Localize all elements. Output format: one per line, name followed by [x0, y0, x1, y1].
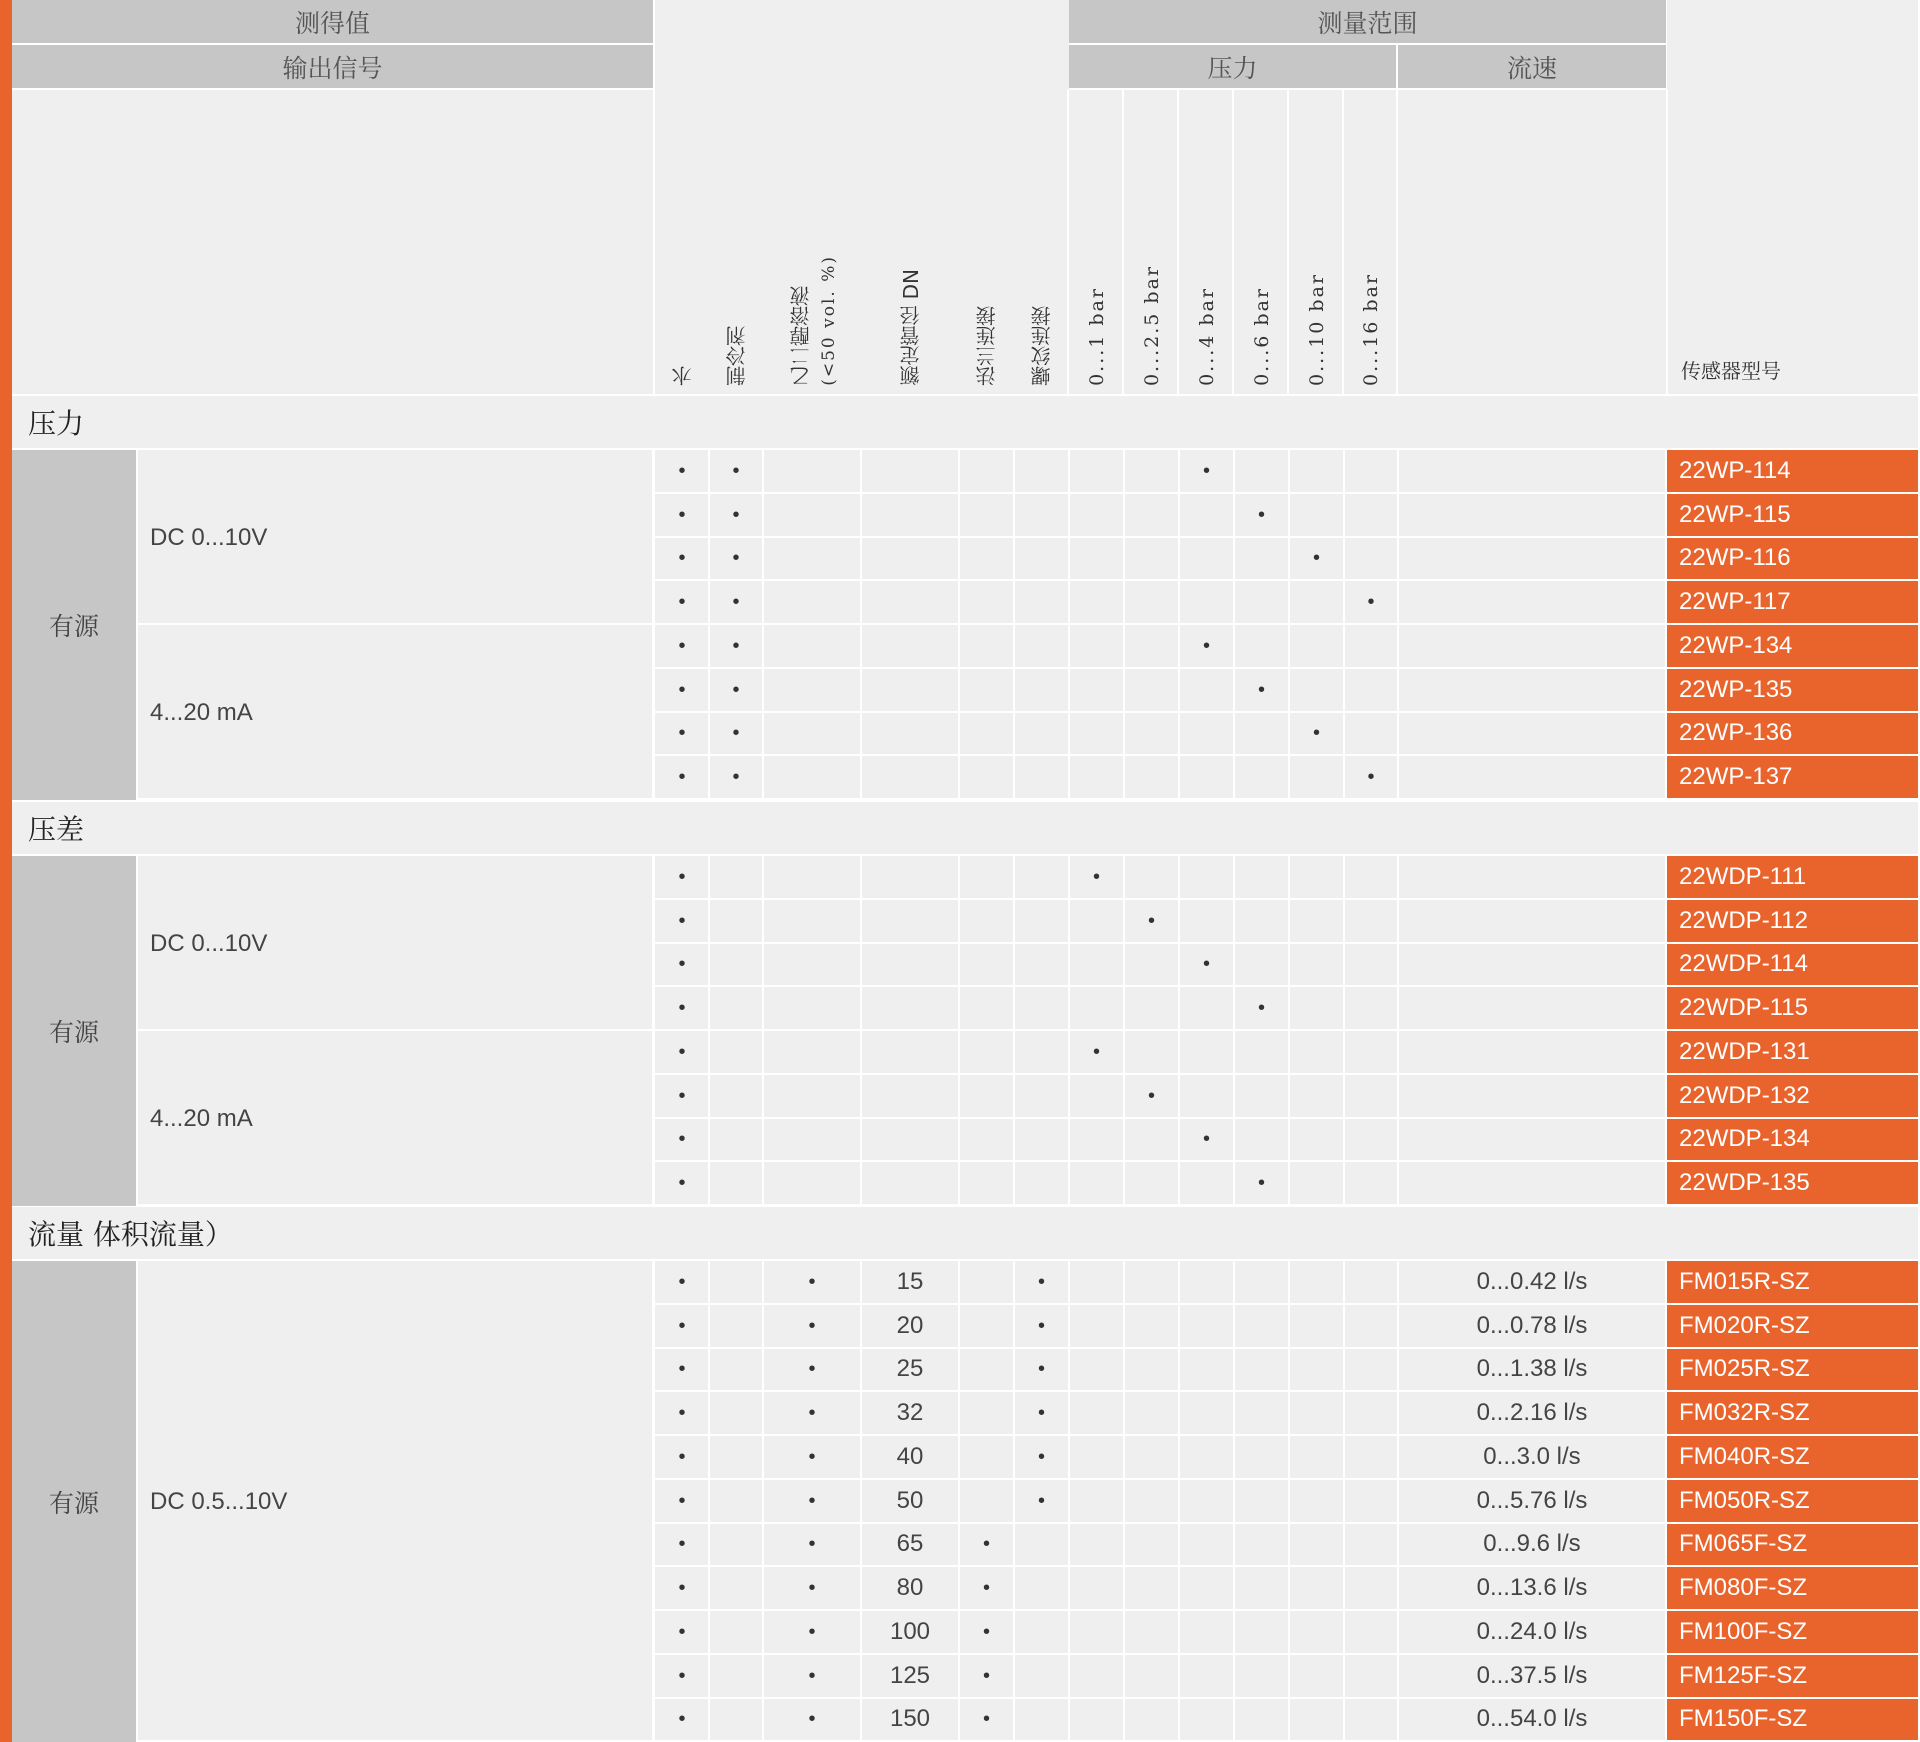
dot-mark: • — [1202, 634, 1210, 657]
grid-line — [1233, 1261, 1235, 1742]
grid-line — [860, 450, 862, 800]
column-header-sublabel: (<50 vol. %) — [818, 255, 839, 386]
flow-range-cell: 0...13.6 l/s — [1476, 1574, 1588, 1602]
dot-mark: • — [678, 1664, 686, 1687]
table-row — [655, 756, 1667, 798]
flow-range-cell: 0...54.0 l/s — [1476, 1705, 1588, 1733]
column-header-label: 法兰连接 — [975, 306, 999, 386]
grid-line — [1013, 450, 1015, 800]
dot-mark: • — [1202, 1128, 1210, 1151]
grid-line — [1665, 450, 1667, 800]
dot-mark: • — [678, 1620, 686, 1643]
dot-mark: • — [808, 1314, 816, 1337]
dot-mark: • — [678, 503, 686, 526]
grid-line — [1068, 450, 1070, 800]
dot-mark: • — [678, 547, 686, 570]
grid-line — [1665, 856, 1667, 1206]
header-model-label: 传感器型号 — [1681, 359, 1781, 383]
dot-mark: • — [678, 1040, 686, 1063]
model-number: FM065F-SZ — [1667, 1524, 1918, 1566]
header-left-blank — [12, 90, 653, 394]
dot-mark: • — [1037, 1402, 1045, 1425]
grid-line — [762, 856, 764, 1206]
column-header-label: 0...10 bar — [1305, 273, 1328, 386]
grid-line — [1397, 856, 1399, 1206]
grid-line — [1123, 856, 1125, 1206]
grid-line — [708, 856, 710, 1206]
dot-mark: • — [808, 1620, 816, 1643]
grid-line — [1397, 1261, 1399, 1742]
header-flow-rate: 流速 — [1398, 45, 1666, 88]
grid-line — [1396, 90, 1398, 394]
grid-line — [1343, 1261, 1345, 1742]
model-number: FM125F-SZ — [1667, 1655, 1918, 1697]
dot-mark: • — [982, 1577, 990, 1600]
grid-line — [958, 856, 960, 1206]
column-header-label: 0...16 bar — [1360, 273, 1382, 386]
dot-mark: • — [808, 1533, 816, 1556]
nominal-diameter-cell: 15 — [896, 1267, 924, 1295]
flow-range-cell: 0...9.6 l/s — [1483, 1530, 1581, 1558]
dot-mark: • — [808, 1708, 816, 1731]
dot-mark: • — [1257, 1172, 1265, 1195]
model-number: 22WDP-115 — [1667, 987, 1918, 1029]
grid-line — [1232, 90, 1234, 394]
grid-line — [1666, 90, 1668, 394]
dot-mark: • — [678, 1402, 686, 1425]
table-row — [655, 538, 1667, 580]
grid-line — [1123, 450, 1125, 800]
column-header-label: 0...4 bar — [1195, 287, 1218, 386]
grid-line — [958, 1261, 960, 1742]
grid-line — [1122, 90, 1124, 394]
table-row — [655, 625, 1667, 667]
flow-range-cell: 0...3.0 l/s — [1483, 1442, 1581, 1470]
dot-mark: • — [678, 1270, 686, 1293]
output-signal-label: DC 0...10V — [150, 929, 268, 957]
header-output-signal: 输出信号 — [12, 45, 653, 88]
section-title: 压力 — [28, 407, 85, 440]
dot-mark: • — [1312, 722, 1320, 745]
grid-line — [1287, 90, 1289, 394]
flow-range-cell: 0...2.16 l/s — [1476, 1399, 1588, 1427]
dot-mark: • — [1147, 909, 1155, 932]
model-number: FM050R-SZ — [1667, 1480, 1918, 1522]
model-number: 22WP-136 — [1667, 713, 1918, 755]
dot-mark: • — [678, 766, 686, 789]
dot-mark: • — [1092, 865, 1100, 888]
model-number: 22WP-114 — [1667, 450, 1918, 492]
column-header-label: 0...1 bar — [1085, 287, 1108, 386]
grid-line — [1178, 1261, 1180, 1742]
dot-mark: • — [1257, 997, 1265, 1020]
dot-mark: • — [678, 1708, 686, 1731]
grid-line — [1013, 856, 1015, 1206]
nominal-diameter-cell: 20 — [896, 1311, 924, 1339]
dot-mark: • — [1037, 1270, 1045, 1293]
nominal-diameter-cell: 150 — [889, 1705, 931, 1733]
header-measuring-range: 测量范围 — [1069, 0, 1666, 43]
grid-line — [1288, 856, 1290, 1206]
source-group-label: 有源 — [48, 612, 99, 641]
column-header-label: 制冷剂 — [724, 326, 749, 386]
column-header-label: 0...2.5 bar — [1140, 264, 1163, 386]
flow-range-cell: 0...0.78 l/s — [1476, 1311, 1588, 1339]
column-header — [959, 200, 1014, 386]
dot-mark: • — [1367, 766, 1375, 789]
table-row — [655, 944, 1667, 986]
dot-mark: • — [678, 634, 686, 657]
grid-line — [1288, 1261, 1290, 1742]
table-row — [655, 581, 1667, 623]
column-header — [1289, 200, 1344, 386]
flow-range-cell: 0...37.5 l/s — [1476, 1661, 1588, 1689]
model-number: 22WDP-132 — [1667, 1075, 1918, 1117]
grid-line — [1068, 1261, 1070, 1742]
dot-mark: • — [678, 1314, 686, 1337]
dot-mark: • — [678, 1489, 686, 1512]
section-title: 流量 体积流量） — [28, 1218, 233, 1251]
dot-mark: • — [678, 953, 686, 976]
dot-mark: • — [1092, 1040, 1100, 1063]
model-number: FM080F-SZ — [1667, 1567, 1918, 1609]
header-pressure: 压力 — [1069, 45, 1396, 88]
grid-line — [1177, 90, 1179, 394]
table-row — [655, 494, 1667, 536]
dot-mark: • — [1037, 1445, 1045, 1468]
dot-mark: • — [678, 997, 686, 1020]
dot-mark: • — [982, 1620, 990, 1643]
column-header-label: 螺纹连接 — [1030, 306, 1054, 386]
model-number: 22WDP-135 — [1667, 1162, 1918, 1204]
output-signal-label: 4...20 mA — [150, 1104, 253, 1132]
dot-mark: • — [1202, 953, 1210, 976]
column-header — [1234, 200, 1289, 386]
dot-mark: • — [732, 766, 740, 789]
dot-mark: • — [982, 1664, 990, 1687]
table-row — [655, 669, 1667, 711]
dot-mark: • — [678, 459, 686, 482]
grid-line — [1343, 856, 1345, 1206]
grid-line — [860, 1261, 862, 1742]
grid-line — [860, 856, 862, 1206]
column-header — [1124, 200, 1179, 386]
grid-line — [652, 450, 654, 800]
model-number: 22WP-137 — [1667, 756, 1918, 798]
header-measured-value: 测得值 — [12, 0, 653, 43]
model-number: 22WDP-111 — [1667, 856, 1918, 898]
grid-line — [1013, 1261, 1015, 1742]
grid-line — [652, 856, 654, 1206]
model-number: FM015R-SZ — [1667, 1261, 1918, 1303]
table-row — [655, 1162, 1667, 1204]
table-row — [655, 1119, 1667, 1161]
column-header-label: 水 — [670, 366, 695, 386]
column-header — [1344, 200, 1398, 386]
dot-mark: • — [808, 1489, 816, 1512]
model-number: 22WDP-131 — [1667, 1031, 1918, 1073]
grid-line — [1067, 90, 1069, 394]
model-number: FM025R-SZ — [1667, 1349, 1918, 1391]
dot-mark: • — [1037, 1314, 1045, 1337]
nominal-diameter-cell: 125 — [889, 1661, 931, 1689]
column-header — [1179, 200, 1234, 386]
grid-line — [1397, 450, 1399, 800]
dot-mark: • — [1202, 459, 1210, 482]
model-number: 22WDP-112 — [1667, 900, 1918, 942]
grid-line — [1178, 450, 1180, 800]
dot-mark: • — [1257, 503, 1265, 526]
source-group-label: 有源 — [48, 1488, 99, 1518]
model-number: FM032R-SZ — [1667, 1392, 1918, 1434]
nominal-diameter-cell: 50 — [896, 1486, 924, 1514]
dot-mark: • — [678, 1358, 686, 1381]
nominal-diameter-cell: 65 — [896, 1530, 924, 1558]
dot-mark: • — [732, 591, 740, 614]
grid-line — [1233, 856, 1235, 1206]
grid-line — [1342, 90, 1344, 394]
dot-mark: • — [808, 1577, 816, 1600]
column-header — [709, 200, 763, 386]
nominal-diameter-cell: 80 — [896, 1574, 924, 1602]
dot-mark: • — [808, 1664, 816, 1687]
grid-line — [653, 0, 655, 394]
column-header — [1069, 200, 1124, 386]
dot-mark: • — [808, 1358, 816, 1381]
dot-mark: • — [678, 1445, 686, 1468]
dot-mark: • — [678, 1084, 686, 1107]
column-header-label: 0...6 bar — [1250, 287, 1273, 386]
table-row — [655, 987, 1667, 1029]
dot-mark: • — [678, 1128, 686, 1151]
column-header — [861, 200, 959, 386]
flow-range-cell: 0...24.0 l/s — [1476, 1617, 1588, 1645]
model-number: FM040R-SZ — [1667, 1436, 1918, 1478]
dot-mark: • — [732, 722, 740, 745]
dot-mark: • — [678, 678, 686, 701]
output-signal-label: DC 0.5...10V — [150, 1487, 288, 1515]
table-row — [655, 1031, 1667, 1073]
dot-mark: • — [678, 909, 686, 932]
dot-mark: • — [732, 503, 740, 526]
dot-mark: • — [732, 634, 740, 657]
dot-mark: • — [678, 722, 686, 745]
column-header-label: 额定管径 DN — [898, 269, 923, 386]
section-title: 压差 — [28, 813, 85, 846]
dot-mark: • — [982, 1708, 990, 1731]
dot-mark: • — [1147, 1084, 1155, 1107]
dot-mark: • — [808, 1445, 816, 1468]
output-signal-label: 4...20 mA — [150, 698, 253, 726]
source-group-label: 有源 — [48, 1018, 99, 1047]
model-number: 22WP-116 — [1667, 538, 1918, 580]
model-number: 22WP-115 — [1667, 494, 1918, 536]
grid-line — [708, 1261, 710, 1742]
grid-line — [1288, 450, 1290, 800]
model-number: FM150F-SZ — [1667, 1699, 1918, 1741]
grid-line — [762, 1261, 764, 1742]
model-number: 22WP-117 — [1667, 581, 1918, 623]
table-row — [655, 856, 1667, 898]
grid-line — [1178, 856, 1180, 1206]
flow-range-cell: 0...0.42 l/s — [1476, 1267, 1588, 1295]
dot-mark: • — [678, 1172, 686, 1195]
flow-range-cell: 0...1.38 l/s — [1476, 1355, 1588, 1383]
dot-mark: • — [1257, 678, 1265, 701]
column-header — [763, 200, 861, 386]
grid-line — [1068, 856, 1070, 1206]
model-number: 22WDP-134 — [1667, 1119, 1918, 1161]
dot-mark: • — [1367, 591, 1375, 614]
model-number: 22WDP-114 — [1667, 944, 1918, 986]
dot-mark: • — [678, 591, 686, 614]
column-header — [655, 200, 709, 386]
dot-mark: • — [678, 1577, 686, 1600]
flow-range-cell: 0...5.76 l/s — [1476, 1486, 1588, 1514]
grid-line — [1123, 1261, 1125, 1742]
dot-mark: • — [732, 678, 740, 701]
table-row — [655, 713, 1667, 755]
nominal-diameter-cell: 25 — [896, 1355, 924, 1383]
dot-mark: • — [982, 1533, 990, 1556]
dot-mark: • — [678, 865, 686, 888]
model-number: 22WP-134 — [1667, 625, 1918, 667]
dot-mark: • — [732, 459, 740, 482]
dot-mark: • — [1037, 1358, 1045, 1381]
column-header-label: 乙二醇溶液 — [788, 286, 813, 386]
table-row — [655, 450, 1667, 492]
dot-mark: • — [1312, 547, 1320, 570]
grid-line — [708, 450, 710, 800]
output-signal-label: DC 0...10V — [150, 523, 268, 551]
left-accent-strip — [0, 0, 12, 1742]
column-header — [1014, 200, 1069, 386]
model-number: 22WP-135 — [1667, 669, 1918, 711]
grid-line — [762, 450, 764, 800]
grid-line — [1343, 450, 1345, 800]
dot-mark: • — [808, 1270, 816, 1293]
model-number: FM100F-SZ — [1667, 1611, 1918, 1653]
grid-line — [652, 1261, 654, 1742]
dot-mark: • — [808, 1402, 816, 1425]
dot-mark: • — [678, 1533, 686, 1556]
grid-line — [1233, 450, 1235, 800]
dot-mark: • — [732, 547, 740, 570]
nominal-diameter-cell: 32 — [896, 1399, 924, 1427]
nominal-diameter-cell: 40 — [896, 1442, 924, 1470]
nominal-diameter-cell: 100 — [889, 1617, 931, 1645]
dot-mark: • — [1037, 1489, 1045, 1512]
grid-line — [1665, 1261, 1667, 1742]
model-number: FM020R-SZ — [1667, 1305, 1918, 1347]
grid-line — [958, 450, 960, 800]
